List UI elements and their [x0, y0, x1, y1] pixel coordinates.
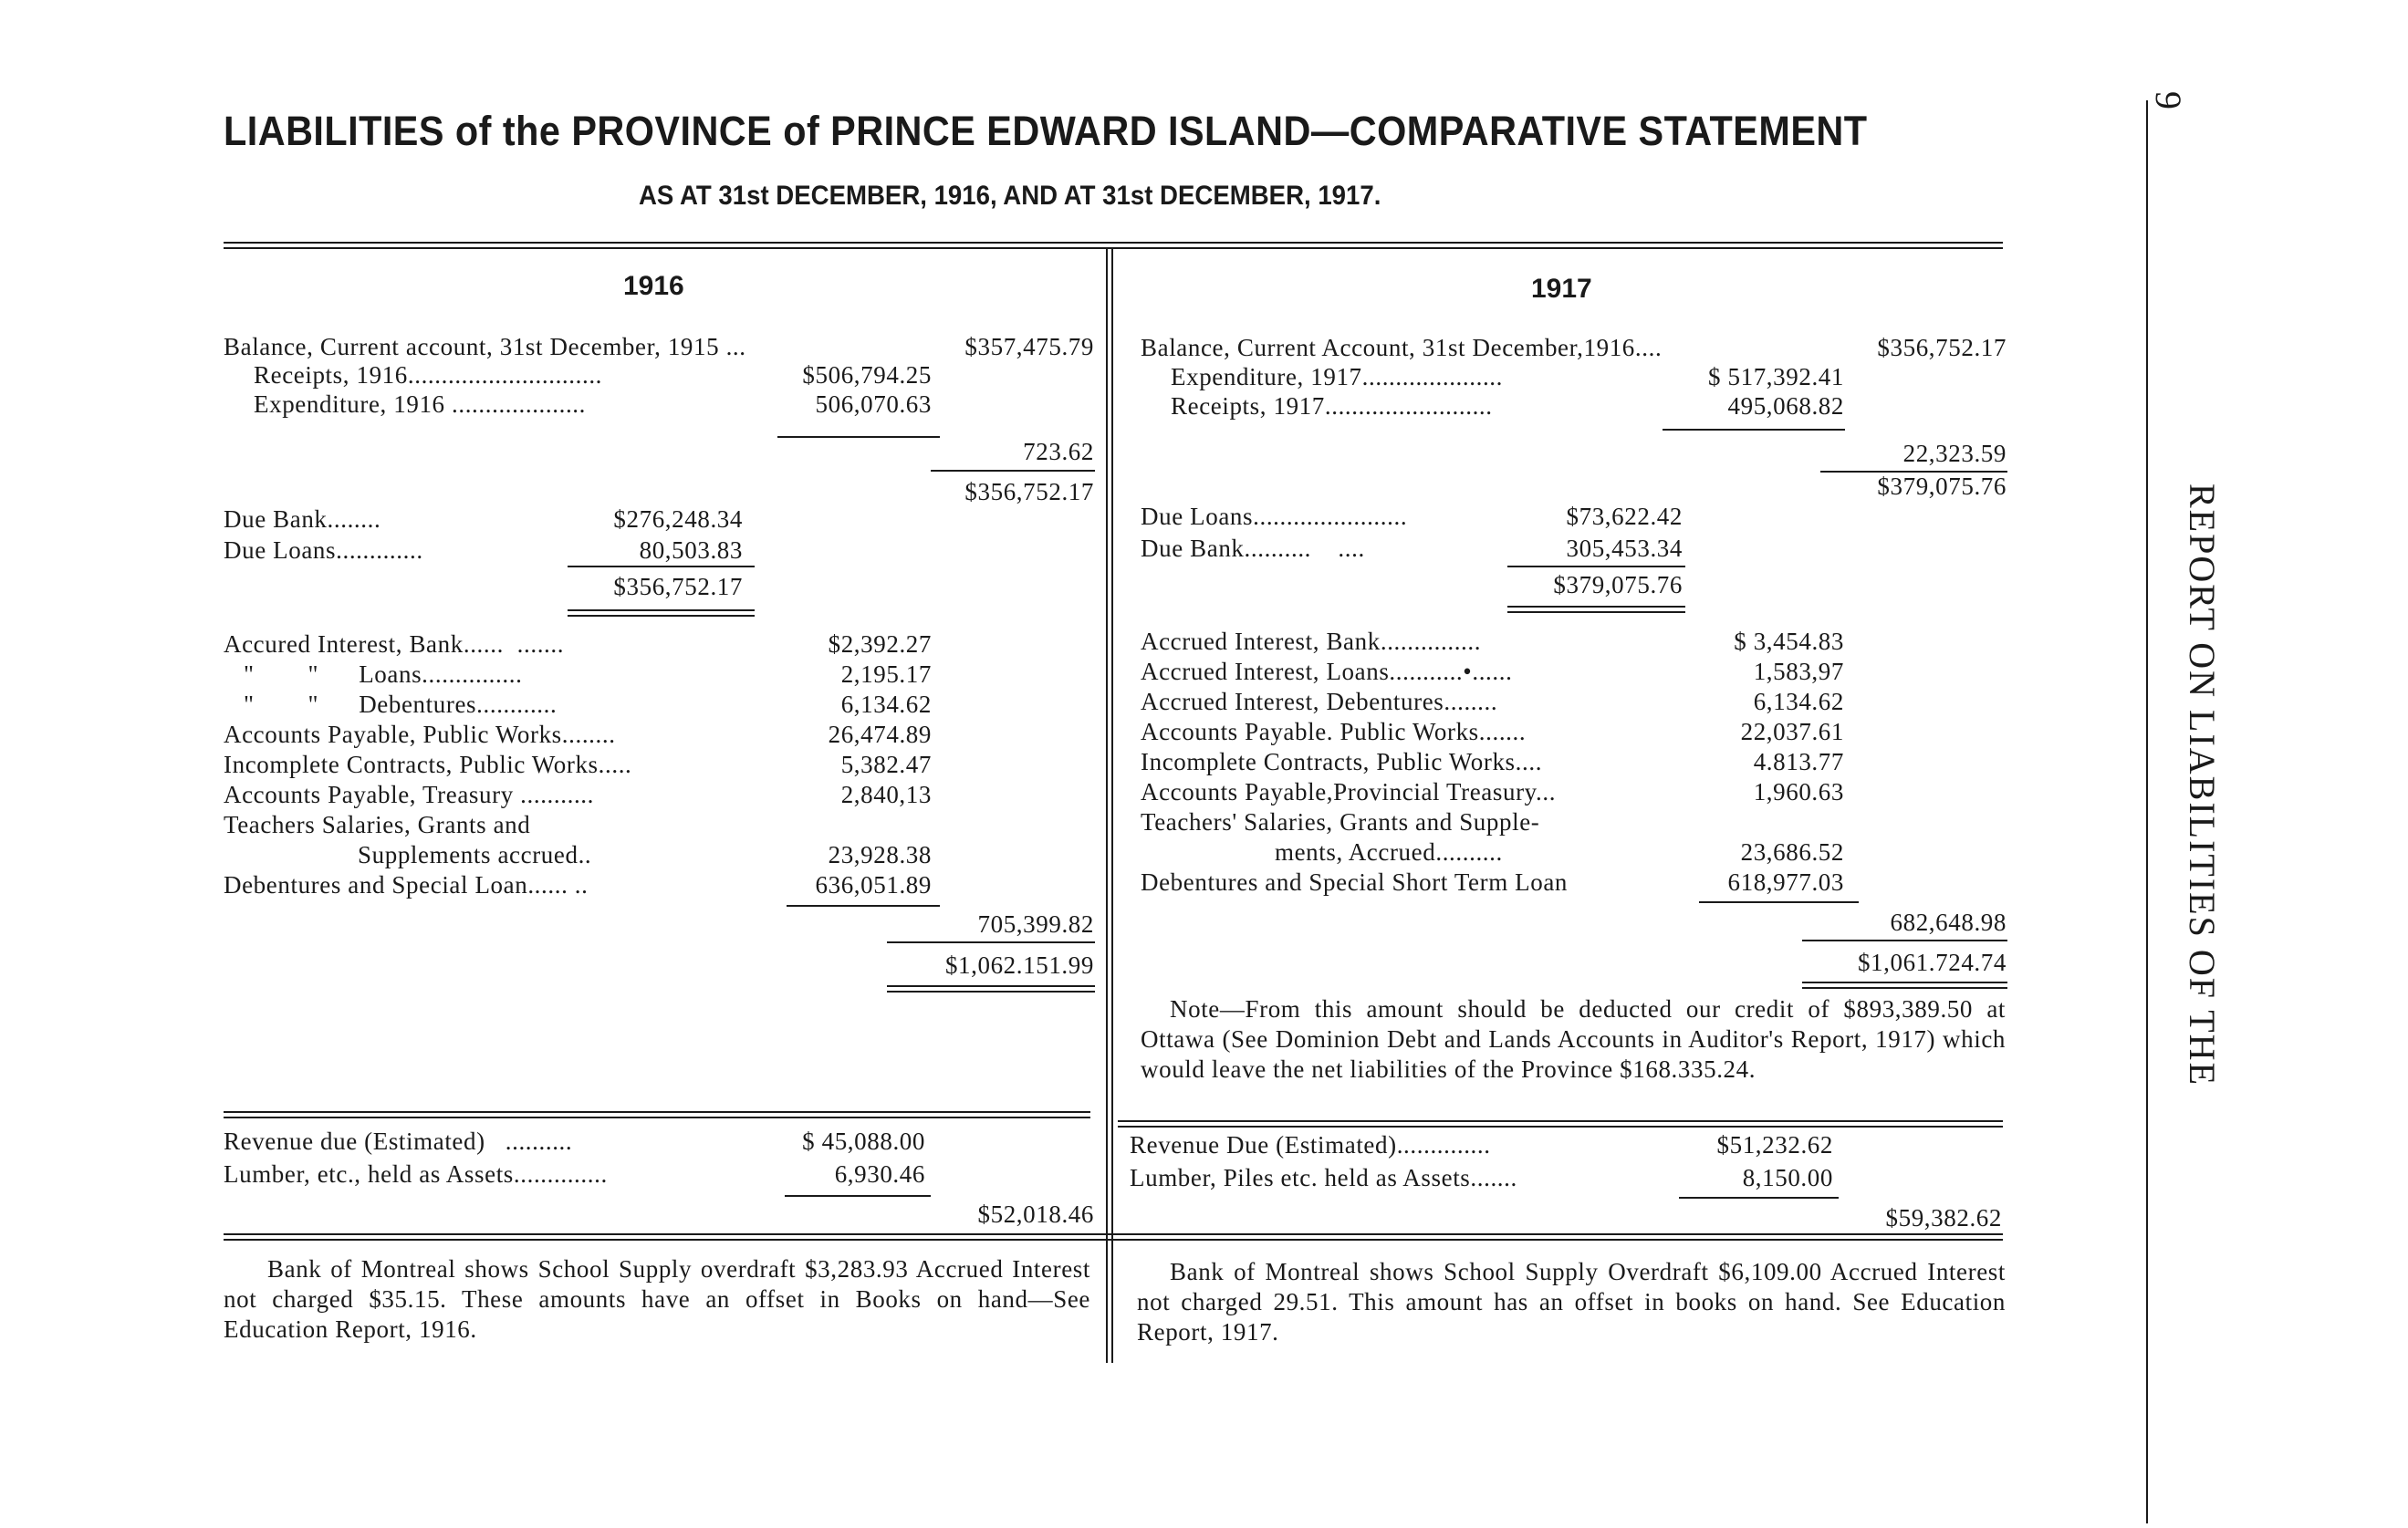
assets-section-rule-right	[1118, 1120, 2003, 1128]
expenditure-amount: 506,070.63	[815, 390, 932, 418]
revenue-amount: $51,232.62	[1716, 1131, 1833, 1159]
due-bank-label: Due Bank.......... ....	[1141, 535, 1365, 562]
receipts-label: Receipts, 1916.............................	[254, 361, 603, 389]
liability-item-label: " " Debentures............	[224, 691, 558, 718]
due-bank-amount: 305,453.34	[1566, 535, 1683, 562]
underline	[785, 1195, 931, 1197]
due-bank-label: Due Bank........	[224, 505, 381, 533]
liability-item-label: Accounts Payable,Provincial Treasury...	[1141, 778, 1557, 806]
liabilities-subtotal: 682,648.98	[1890, 909, 2007, 936]
balance-difference: 723.62	[1023, 438, 1094, 465]
due-loans-label: Due Loans.......................	[1141, 503, 1408, 530]
page-number: 9	[2148, 91, 2189, 109]
table-center-divider	[1106, 248, 1113, 1363]
liability-item-amount: 2,840,13	[840, 781, 932, 808]
liability-item-amount: 636,051.89	[815, 871, 932, 899]
underline	[1507, 566, 1685, 567]
underline	[931, 470, 1095, 472]
liabilities-note: Note—From this amount should be deducted our credit of $893,389.50 at Ottawa (See Dominion Debt and Lands Accounts in Auditor's Report, 1917) which would leave the net liabilities of the Province $168.335.24.	[1141, 995, 2006, 1083]
lumber-amount: 6,930.46	[834, 1160, 925, 1188]
due-loans-label: Due Loans.............	[224, 536, 423, 564]
liability-item-label: Debentures and Special Short Term Loan	[1141, 868, 1569, 896]
liability-item-amount: 2,195.17	[840, 660, 932, 688]
liability-item-label: Accounts Payable. Public Works.......	[1141, 718, 1527, 745]
grand-total: $1,061.724.74	[1857, 949, 2007, 976]
assets-total: $59,382.62	[1885, 1204, 2002, 1232]
running-head: REPORT ON LIABILITIES OF THE	[2182, 483, 2223, 1086]
liability-item-label: Accrued Interest, Bank...............	[1141, 628, 1482, 655]
due-bank-amount: $276,248.34	[613, 505, 743, 533]
double-underline	[887, 985, 1095, 993]
liabilities-subtotal: 705,399.82	[977, 910, 1094, 938]
bank-note: Bank of Montreal shows School Supply overdraft $3,283.93 Accrued Interest not charged $35.15. These amounts have an offset in Books on hand—See Education Report, 1916.	[224, 1255, 1090, 1343]
double-underline	[1802, 982, 2007, 989]
balance-total: $356,752.17	[964, 478, 1094, 505]
revenue-amount: $ 45,088.00	[802, 1128, 925, 1155]
page-title: LIABILITIES of the PROVINCE of PRINCE EDWARD ISLAND—COMPARATIVE STATEMENT	[224, 108, 1868, 154]
underline	[1663, 429, 1845, 431]
due-total: $379,075.76	[1553, 571, 1683, 598]
liability-item-amount: $2,392.27	[828, 630, 932, 658]
underline	[777, 436, 940, 438]
liability-item-label: Accrued Interest, Debentures........	[1141, 688, 1498, 715]
margin-rule	[2146, 100, 2148, 1523]
liability-item-label: Debentures and Special Loan...... ..	[224, 871, 589, 899]
lumber-amount: 8,150.00	[1742, 1164, 1833, 1191]
liability-item-label: Accounts Payable, Treasury ...........	[224, 781, 595, 808]
liability-item-amount: 1,960.63	[1753, 778, 1844, 806]
table-top-rule	[224, 242, 2003, 249]
liability-item-amount: 23,928.38	[828, 841, 932, 868]
liability-item-amount: 618,977.03	[1727, 868, 1844, 896]
balance-difference: 22,323.59	[1902, 440, 2007, 467]
liability-item-label: Incomplete Contracts, Public Works....	[1141, 748, 1543, 775]
receipts-amount: $506,794.25	[802, 361, 932, 389]
lumber-label: Lumber, Piles etc. held as Assets.......	[1130, 1164, 1517, 1191]
liability-item-label: Accounts Payable, Public Works........	[224, 721, 616, 748]
liability-item-amount: 6,134.62	[1753, 688, 1844, 715]
balance-label: Balance, Current account, 31st December, 1915 ...	[224, 333, 746, 360]
assets-total: $52,018.46	[977, 1201, 1094, 1228]
receipts-amount: 495,068.82	[1727, 392, 1844, 420]
liability-item-amount: 23,686.52	[1740, 838, 1844, 866]
underline	[887, 941, 1095, 943]
balance-total: $379,075.76	[1877, 473, 2007, 500]
underline	[1699, 901, 1859, 903]
liability-item-amount: 5,382.47	[840, 751, 932, 778]
liability-item-label: ments, Accrued..........	[1141, 838, 1503, 866]
bank-note: Bank of Montreal shows School Supply Overdraft $6,109.00 Accrued Interest not charged 29.51. This amount has an offset in books on hand. See Education Report, 1917.	[1137, 1258, 2006, 1346]
liability-item-label: Accured Interest, Bank...... .......	[224, 630, 565, 658]
underline	[568, 566, 755, 567]
expenditure-label: Expenditure, 1917.....................	[1171, 363, 1504, 390]
underline	[787, 905, 940, 907]
revenue-label: Revenue Due (Estimated)..............	[1130, 1131, 1491, 1159]
due-total: $356,752.17	[613, 573, 743, 600]
liability-item-amount: 4.813.77	[1753, 748, 1844, 775]
liability-item-label: Accrued Interest, Loans...........•......	[1141, 658, 1513, 685]
column-heading-1916: 1916	[623, 271, 684, 301]
expenditure-amount: $ 517,392.41	[1708, 363, 1844, 390]
liability-item-amount: 6,134.62	[840, 691, 932, 718]
liability-item-label: Supplements accrued..	[224, 841, 592, 868]
liability-item-amount: 26,474.89	[828, 721, 932, 748]
grand-total: $1,062.151.99	[944, 951, 1094, 979]
double-underline	[1507, 606, 1685, 613]
liability-item-label: Incomplete Contracts, Public Works.....	[224, 751, 632, 778]
column-heading-1917: 1917	[1531, 274, 1592, 304]
due-loans-amount: 80,503.83	[639, 536, 743, 564]
due-loans-amount: $73,622.42	[1566, 503, 1683, 530]
assets-section-rule	[224, 1111, 1090, 1118]
liability-item-amount: 1,583,97	[1753, 658, 1844, 685]
underline	[1802, 940, 2007, 941]
receipts-label: Receipts, 1917.........................	[1171, 392, 1493, 420]
liability-item-amount: 22,037.61	[1740, 718, 1844, 745]
double-underline	[568, 609, 755, 617]
liability-item-label: Teachers Salaries, Grants and	[224, 811, 531, 838]
underline	[1679, 1197, 1839, 1199]
expenditure-label: Expenditure, 1916 ....................	[254, 390, 587, 418]
liability-item-amount: $ 3,454.83	[1734, 628, 1844, 655]
notes-section-rule	[224, 1233, 2003, 1241]
liability-item-label: Teachers' Salaries, Grants and Supple-	[1141, 808, 1540, 836]
balance-label: Balance, Current Account, 31st December,1916....	[1141, 334, 1663, 361]
liability-item-label: " " Loans...............	[224, 660, 529, 688]
lumber-label: Lumber, etc., held as Assets..............	[224, 1160, 608, 1188]
balance-amount: $356,752.17	[1877, 334, 2007, 361]
page-subtitle: AS AT 31st DECEMBER, 1916, AND AT 31st DECEMBER, 1917.	[639, 181, 1381, 211]
revenue-label: Revenue due (Estimated) ..........	[224, 1128, 573, 1155]
balance-amount: $357,475.79	[964, 333, 1094, 360]
